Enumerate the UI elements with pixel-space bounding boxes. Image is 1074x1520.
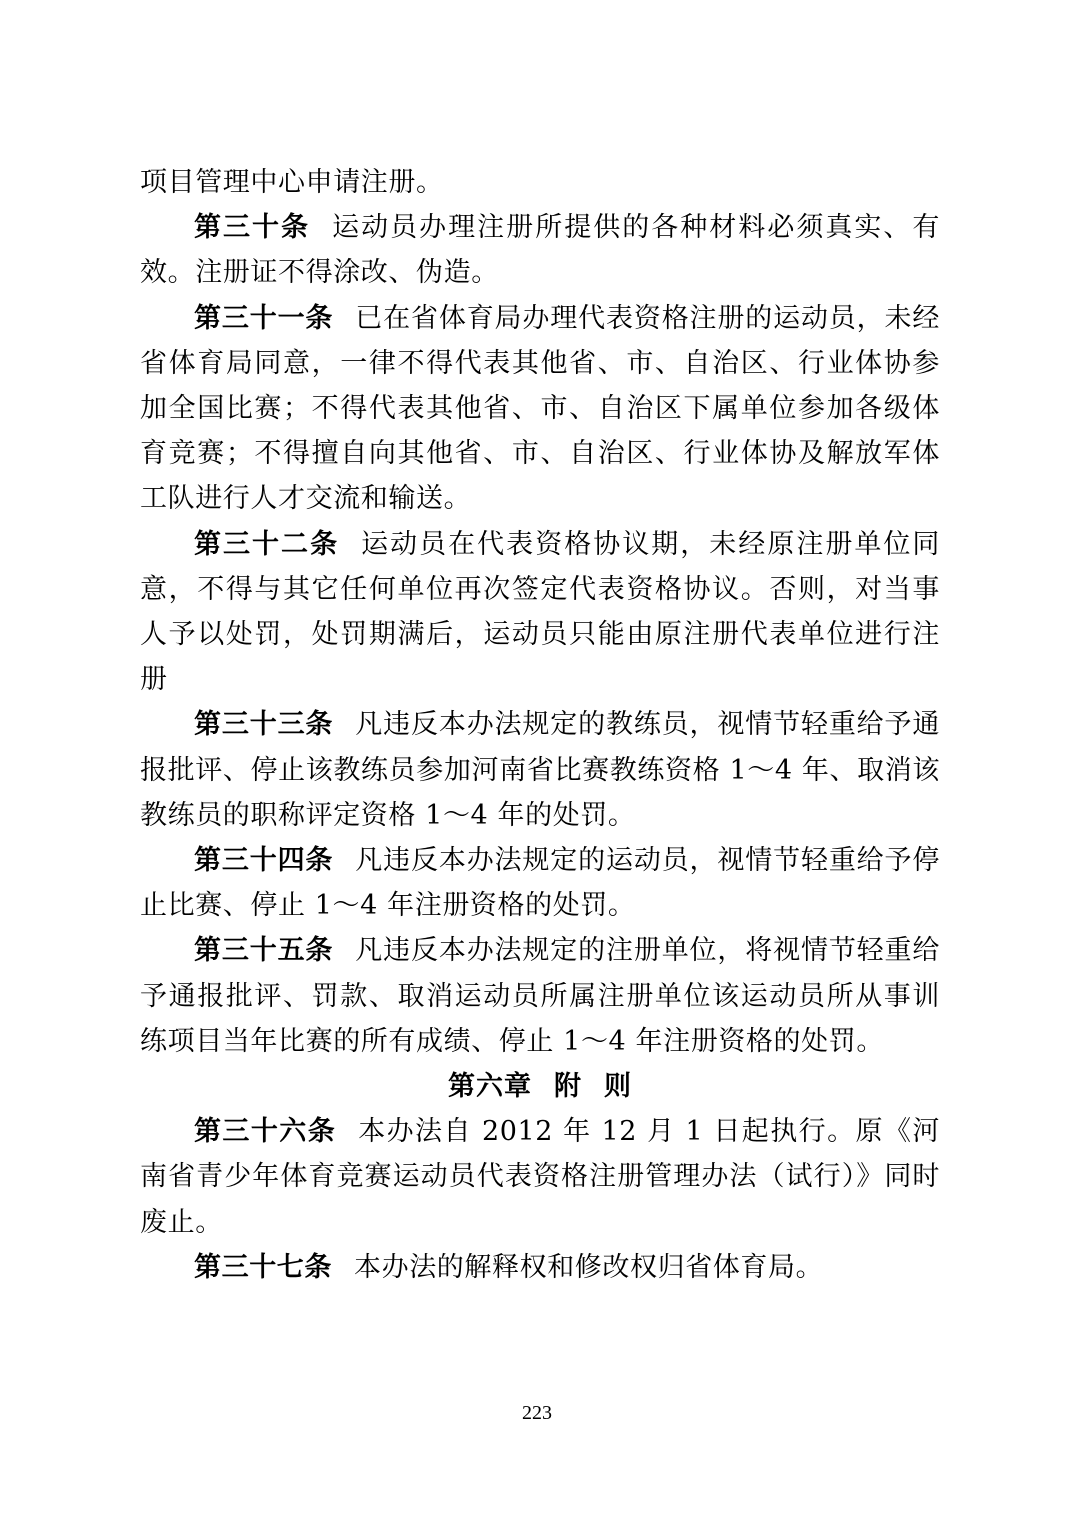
article-text: 运动员办理注册所提供的各种材料必须真实、有效。注册证不得涂改、伪造。 [140,212,940,289]
article-text: 凡违反本办法规定的教练员，视情节轻重给予通报批评、停止该教练员参加河南省比赛教练资格 1～4 年、取消该教练员的职称评定资格 1～4 年的处罚。 [140,709,940,831]
chapter-heading [140,1064,940,1109]
article-text: 凡违反本办法规定的运动员，视情节轻重给予停止比赛、停止 1～4 年注册资格的处罚。 [140,845,940,922]
article-label: 第三十条 [194,212,311,244]
page-number: 223 [522,1402,552,1424]
article-text: 凡违反本办法规定的注册单位，将视情节轻重给予通报批评、罚款、取消运动员所属注册单位该运动员所从事训练项目当年比赛的所有成绩、停止 1～4 年注册资格的处罚。 [140,935,940,1057]
article-label: 第三十四条 [194,845,334,877]
continuation-paragraph: 项目管理中心申请注册。 [140,167,444,198]
article-36 [140,1109,940,1245]
article-33 [140,702,940,838]
chapter-number: 第六章 [448,1071,532,1103]
body-text [140,160,940,1290]
chapter-title-part2: 则 [604,1071,632,1103]
article-text: 本办法的解释权和修改权归省体育局。 [354,1251,824,1283]
article-text: 本办法自 2012 年 12 月 1 日起执行。原《河南省青少年体育竞赛运动员代表资格注册管理办法（试行）》同时废止。 [140,1116,940,1238]
article-label: 第三十七条 [194,1251,332,1283]
article-label: 第三十一条 [194,302,334,334]
article-label: 第三十二条 [194,528,340,560]
article-label: 第三十五条 [194,935,334,967]
article-34 [140,838,940,928]
article-32 [140,522,940,703]
article-35 [140,928,940,1064]
article-30 [140,205,940,295]
article-text: 运动员在代表资格协议期，未经原注册单位同意，不得与其它任何单位再次签定代表资格协议。否则，对当事人予以处罚，处罚期满后，运动员只能由原注册代表单位进行注册 [140,528,941,696]
chapter-title-part1: 附 [554,1071,582,1103]
article-label: 第三十六条 [194,1116,337,1148]
article-text: 已在省体育局办理代表资格注册的运动员，未经省体育局同意，一律不得代表其他省、市、自治区、行业体协参加全国比赛；不得代表其他省、市、自治区下属单位参加各级体育竞赛；不得擅自向其他省、市、自治区、行业体协及解放军体工队进行人才交流和输送。 [140,302,940,515]
article-37 [140,1245,940,1290]
article-31 [140,296,940,522]
article-label: 第三十三条 [194,709,334,741]
